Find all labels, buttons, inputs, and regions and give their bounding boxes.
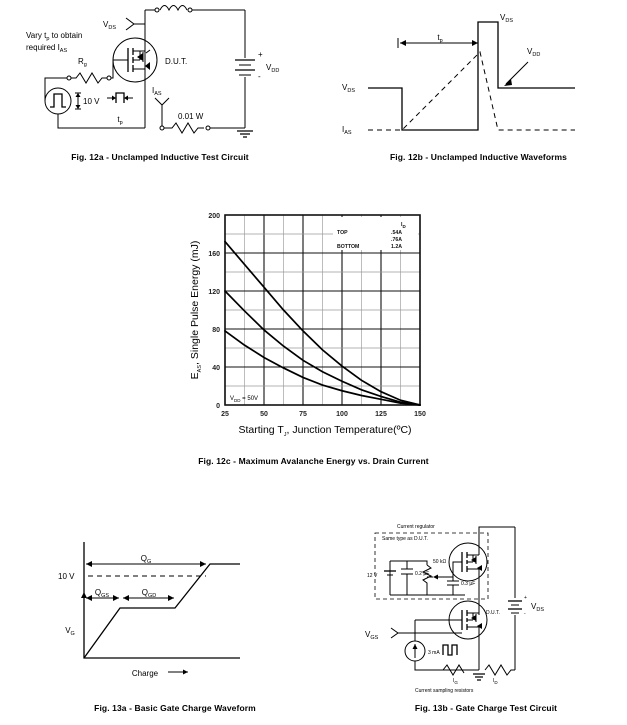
fig13b-pot-label: 50 kΩ <box>433 559 447 565</box>
fig13b-plus-sign: + <box>524 595 527 601</box>
chart-y-tick-labels <box>208 213 220 410</box>
legend-title: ID <box>401 222 406 229</box>
legend-row-0-value: .54A <box>391 230 402 236</box>
fig12a-ias-label: $I_{AS}$ <box>152 86 162 97</box>
fig13a-10v-label: 10 V <box>58 572 75 581</box>
fig13b-vds-label: $V_{DS}$ <box>531 602 544 613</box>
figure-12b <box>330 0 627 145</box>
figure-13a <box>40 530 320 690</box>
fig12b-vds-top-label: $V_{DS}$ <box>500 13 513 24</box>
legend-row-2-position: BOTTOM <box>337 244 360 250</box>
chart-xtick-5: 150 <box>414 411 426 418</box>
fig13b-caption: Fig. 13b - Gate Charge Test Circuit <box>414 703 558 713</box>
fig12a-tp-label: $t_p$ <box>117 115 123 126</box>
chart-xtick-4: 125 <box>375 411 387 418</box>
fig13b-vgs-label: $V_{GS}$ <box>365 630 379 641</box>
fig12a-plus-sign: + <box>258 50 263 59</box>
legend-row-2-value: 1.2A <box>391 244 402 250</box>
fig12b-tp-label: $t_p$ <box>437 33 443 44</box>
fig13b-supply-label: 12 V <box>367 573 378 579</box>
fig13b-cap1-label: 0.2 µF <box>415 571 430 577</box>
chart-ytick-1: 40 <box>212 365 220 372</box>
chart-y-axis-title: $E_{AS}$, Single Pulse Energy (mJ) <box>189 240 203 380</box>
figure-12a <box>0 0 320 145</box>
figure-12c-chart <box>185 205 455 445</box>
fig13b-source-label: 3 mA <box>428 650 440 656</box>
chart-ytick-2: 80 <box>212 327 220 334</box>
fig13b-schematic <box>355 515 627 695</box>
fig12a-vds-label: $V_{DS}$ <box>103 20 116 31</box>
fig12a-note-line1: Vary $t_p$ to obtain <box>26 31 83 42</box>
fig12b-vdd-label: $V_{DD}$ <box>527 47 541 58</box>
chart-xtick-2: 75 <box>299 411 307 418</box>
chart-ytick-0: 0 <box>216 403 220 410</box>
figure-13b <box>355 515 627 695</box>
fig13a-qgd-label: $Q_{GD}$ <box>141 588 157 599</box>
fig12a-minus-sign: - <box>258 72 261 81</box>
fig13a-charge-label: Charge <box>131 669 159 678</box>
fig13a-qg-label: $Q_G$ <box>140 554 152 565</box>
fig13a-caption: Fig. 13a - Basic Gate Charge Waveform <box>94 703 256 713</box>
fig13a-qgs-label: $Q_{GS}$ <box>94 588 110 599</box>
fig12b-caption: Fig. 12b - Unclamped Inductive Waveforms <box>389 152 568 162</box>
fig12a-gate-voltage-label: 10 V <box>83 97 100 106</box>
fig13b-sampling-label: Current sampling resistors <box>415 688 474 694</box>
legend-row-1-value: .76A <box>391 237 402 243</box>
fig13b-cap2-label: 0.3 µF <box>461 581 476 587</box>
chart-legend <box>333 217 418 250</box>
chart-ytick-4: 160 <box>208 251 220 258</box>
fig13b-ig-label: IG <box>453 678 458 685</box>
fig12b-vds-left-label: $V_{DS}$ <box>342 83 355 94</box>
fig13b-current-regulator-label: Current regulator <box>397 524 435 530</box>
chart-x-axis-title: Starting $T_J$, Junction Temperature(ºC) <box>238 424 412 438</box>
chart-x-tick-labels <box>221 411 426 418</box>
fig12a-rg-label: $R_g$ <box>78 57 87 68</box>
fig12b-waveforms <box>330 0 627 145</box>
chart-ytick-3: 120 <box>208 289 220 296</box>
fig12a-dut-label: D.U.T. <box>165 57 188 66</box>
chart-ytick-5: 200 <box>208 213 220 220</box>
chart-vdd-annotation: $V_{DD} = 50V$ <box>230 396 259 403</box>
fig12a-note-line2: required $I_{AS}$ <box>26 43 68 54</box>
fig12a-inductor-label <box>168 0 173 1</box>
fig13b-dut-label: D.U.T. <box>486 610 500 616</box>
fig12a-vdd-label: $V_{DD}$ <box>266 63 280 74</box>
fig13a-vg-label: $V_G$ <box>65 626 75 637</box>
fig12a-sense-resistor-label: 0.01 W <box>178 112 204 121</box>
chart-xtick-1: 50 <box>260 411 268 418</box>
fig13b-id-label: ID <box>493 678 498 685</box>
fig13b-same-type-label: Same type as D.U.T. <box>382 536 428 542</box>
avalanche-energy-chart <box>185 205 455 445</box>
fig12a-schematic <box>0 0 320 145</box>
legend-row-0-position: TOP <box>337 230 348 236</box>
fig13b-minus-sign: - <box>524 611 526 617</box>
fig13a-waveform <box>40 530 320 690</box>
chart-xtick-3: 100 <box>336 411 348 418</box>
fig12a-caption: Fig. 12a - Unclamped Inductive Test Circuit <box>71 152 249 162</box>
fig12b-ias-label: $I_{AS}$ <box>342 125 352 136</box>
fig12c-caption: Fig. 12c - Maximum Avalanche Energy vs. Drain Current <box>198 456 429 466</box>
chart-xtick-0: 25 <box>221 411 229 418</box>
